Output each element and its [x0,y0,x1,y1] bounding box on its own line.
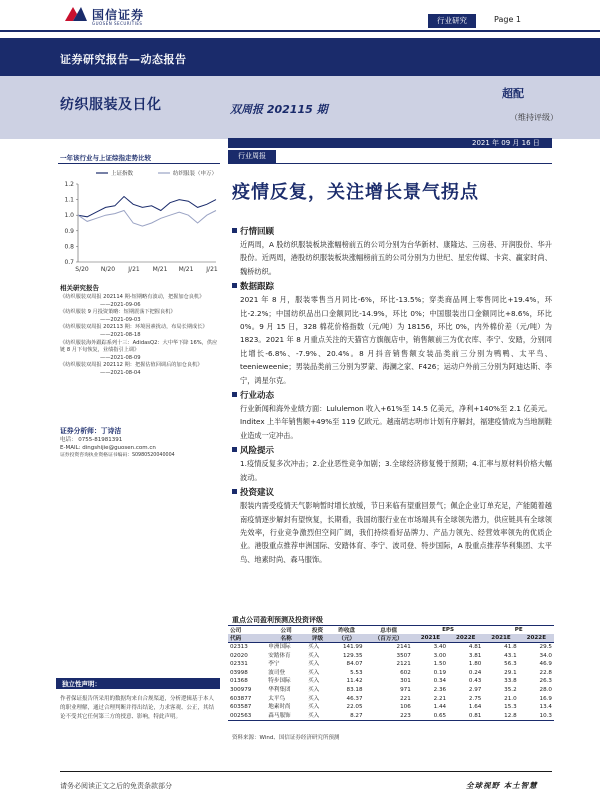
table-cell: 1.80 [468,661,482,668]
table-cell: 3507 [396,652,411,659]
x-tick-label: S/20 [75,266,89,273]
table-cell: 买入 [308,704,320,711]
category-tag: 行业研究 [428,14,476,28]
related-report-text: 《纺织服装双周报 202114 期-短期略有波动，把握加仓良机》 [60,294,205,300]
series-title: 证券研究报告—动态报告 [60,53,187,66]
disclaimer-text: 作者保证报告所采用的数据均来自合规渠道，分析逻辑基于本人的职业理解，通过合理判断并得出结论，力求客观、公正，其结论不受其它任何第三方的授意、影响，特此声明。 [60,696,215,720]
table-cell: 02020 [230,652,248,659]
table-cell: 13.4 [539,704,552,711]
related-report-text: 《纺织服装双周报 202113 期：环境因素扰动，布局长期成长》 [60,324,208,331]
table-cell: 4.81 [468,644,482,650]
logo-text: 国信证券 [92,8,145,22]
table-cell: 波司登 [268,669,286,676]
table-cell: 56.3 [504,661,517,668]
table-cell: 02313 [230,644,248,650]
rating-note: （维持评级） [510,113,558,122]
table-cell: 0.19 [433,669,447,676]
x-tick-label: J/21 [128,266,140,273]
table-cell: 买入 [308,669,320,676]
main-divider [228,163,552,164]
table-row [228,712,554,721]
table-row [228,677,554,686]
table-cell: 21.0 [504,695,517,702]
table-cell: 33.8 [504,678,517,685]
section-text: 近两周，A 股纺织服装板块涨幅榜前五的公司分别为台华新材、康隆达、三房巷、开润股份、华升股份。近两周，港股纺织服装板块涨幅榜前五的公司分别为力世纪、星宏传媒、卡宾、赢家时尚、魏桥纺织。 [240,240,552,276]
col-header: 2022E [519,634,554,643]
footer-divider [60,771,552,772]
footer-disclaimer-link: 请务必阅读正文之后的免责条款部分 [60,782,172,790]
col-header: 投资 [306,626,329,635]
table-cell: 买入 [308,661,320,668]
related-report[interactable] [60,294,220,309]
table-cell: 43.1 [504,652,517,659]
table-cell: 0.65 [413,712,448,721]
table-cell: 129.35 [342,652,363,659]
table-row [228,669,554,678]
table-cell: 34.0 [539,652,552,659]
y-tick-label: 1.2 [64,181,74,188]
bullet-icon [232,283,237,288]
related-report-date: ——2021-09-06 [100,301,141,308]
table-cell: 2.36 [433,686,447,693]
table-header-row [228,634,554,643]
table-cell: 1.64 [468,704,482,711]
table-cell: 002563 [228,712,266,721]
table-row [228,686,554,695]
table-cell: 603877 [230,695,252,702]
section-title: 投资建议 [232,486,552,498]
table-cell: 华利集团 [268,686,291,693]
table-cell: 2121 [396,661,411,668]
table-cell: 35.2 [504,686,517,693]
table-row [228,643,554,652]
table-cell: 地素时尚 [268,704,291,711]
table-header-row [228,626,554,635]
table-row [228,703,554,712]
table-cell: 5.53 [350,669,363,676]
related-report[interactable] [60,362,220,377]
table-cell: 1.50 [433,661,447,668]
guosen-logo-icon [65,7,87,21]
related-report-date: ——2021-08-04 [100,369,141,376]
series-line-1 [78,211,216,227]
section-title: 数据跟踪 [232,280,552,292]
legend-label-0: 上证指数 [111,171,134,177]
table-cell: 买入 [308,644,320,650]
table-cell: 12.8 [483,712,518,721]
series-line-0 [78,197,216,217]
bullet-icon [232,447,237,452]
table-cell: 11.42 [346,678,363,685]
table-cell: 603587 [230,704,252,711]
table-cell: 3.81 [468,652,482,659]
y-tick-label: 0.7 [64,259,74,266]
col-header: 2021E [413,634,448,643]
table-cell: 0.43 [468,678,482,685]
related-reports-title: 相关研究报告 [60,284,99,292]
table-cell: 李宁 [268,661,280,668]
table-cell: 2.97 [468,686,482,693]
x-tick-label: M/21 [178,266,194,273]
table-cell: 971 [400,686,411,693]
section-text: 2021 年 8 月，服装零售当月同比-6%，环比-13.5%；穿类商品网上零售同比+19.4%，环比-2.2%；中国纺织品出口金额同比-14.9%，环比 0%；中国服装出口金额同比+8.6%，环比 0%。9 月 15 日，328 棉花价格指数（元/吨）为 18156，环比 0%，内外棉价差（元/吨）为 1823。2021 年 8 月重点关注的天猫官方旗舰店中，销售额前三为优衣库、李宁、安踏，分别同比增长-6.8%、-7.9%、20.4%。8 月抖音销售额女装品类前三分别为鸭鸭、太平鸟、teenieweenie；男装品类前三分别为罗蒙、海澜之家、F426；运动户外前三分别为阿迪达斯、李宁，鸿星尔克。 [240,295,552,385]
table-cell: 02331 [230,661,248,668]
x-tick-label: M/21 [152,266,168,273]
table-cell: 41.8 [504,644,517,650]
table-cell: 83.18 [346,686,363,693]
related-report-text: 《纺织服装 9 月投资策略：短期震荡下把握良机》 [60,309,176,316]
related-reports-list [60,294,220,378]
related-report-text: 《纺织服装双周报 202112 期：把握估值回调后的加仓良机》 [60,362,203,369]
section-data-tracking [232,280,552,387]
col-header: （元） [329,634,365,643]
analyst-title: 证券分析师：丁诗洁 [60,427,122,435]
col-header: EPS [413,626,484,635]
sidebar-title-divider [58,163,220,164]
section-industry-news [232,389,552,442]
table-title: 重点公司盈利预测及投资评级 [232,616,323,624]
table-cell: 买入 [308,695,320,702]
table-cell: 森马服饰 [266,712,306,721]
table-cell: 46.37 [346,695,363,702]
table-cell: 15.3 [504,704,517,711]
col-header: PE [483,626,554,635]
analyst-phone: 电话： 0755-81981391 [60,437,123,443]
table-cell: 买入 [308,678,320,685]
table-cell: 10.3 [519,712,554,721]
bullet-icon [232,489,237,494]
table-cell: 01368 [230,678,248,685]
table-cell: 46.9 [539,661,552,668]
table-cell: 0.81 [448,712,483,721]
table-cell: 26.3 [539,678,552,685]
y-tick-label: 1.0 [64,212,74,220]
table-row [228,695,554,704]
analyst-cert: 证券投资咨询执业资格证书编码：S0980520040004 [60,453,175,458]
table-cell: 22.05 [346,704,363,711]
headline: 疫情反复，关注增长景气拐点 [232,182,479,203]
y-tick-label: 1.1 [64,196,74,204]
report-date: 2021 年 09 月 16 日 [472,139,540,147]
y-tick-label: 0.8 [64,243,74,251]
table-cell: 买入 [308,652,320,659]
related-report-date: ——2021-09-03 [100,316,141,323]
table-cell: 2141 [396,644,411,650]
section-market-review [232,225,552,278]
table-cell: 602 [400,669,411,676]
table-cell: 0.34 [433,678,447,685]
table-cell: 0.24 [468,669,482,676]
section-title: 风险提示 [232,444,552,456]
table-cell: 223 [365,712,413,721]
logo-subtext: GUOSEN SECURITIES [92,21,143,26]
related-report[interactable] [60,309,220,324]
analyst-contact [60,437,225,460]
section-text: 1.疫情反复多次冲击；2.企业恶性竞争加剧；3.全球经济修复慢于预期；4.汇率与原材料价格大幅波动。 [240,459,552,482]
section-risk [232,444,552,484]
table-cell: 买入 [306,712,329,721]
report-issue: 双周报 202115 期 [230,103,328,116]
section-text: 服装内需受疫情天气影响暂时增长放缓，节日来临有望重回景气；佩企企业订单充足，产能随着越南疫情逐步解封有望恢复，长期看，我国纺服行业在市场端具有全球领先潜力，供应链具有全球领先效率，行业竞争激烈但空间广阔，我们持续看好品牌力、产品力领先、经营效率领先的优质企业。港股重点推荐申洲国际、安踏体育、李宁、波司登、特步国际，A 股重点推荐华利集团、太平鸟、地素时尚、森马服饰。 [240,501,552,564]
table-cell: 特步国际 [268,678,291,685]
col-header: （百万元） [365,634,413,643]
disclaimer-title: 独立性声明： [62,680,101,688]
section-investment [232,486,552,566]
index-comparison-chart [56,166,224,278]
col-header: 公司 [228,626,266,635]
x-tick-label: N/20 [100,266,116,273]
main-sections [232,225,552,566]
table-cell: 3.00 [433,652,447,659]
table-cell: 2.75 [468,695,482,702]
rating: 超配 [502,87,524,100]
col-header: 代码 [228,634,266,643]
footer-slogan: 全球视野 本土智慧 [466,781,538,790]
weekly-tag: 行业周报 [228,150,276,163]
table-cell: 16.9 [539,695,552,702]
col-header: 评级 [306,634,329,643]
table-cell: 28.0 [539,686,552,693]
section-title: 行业动态 [232,389,552,401]
table-cell: 2.21 [433,695,447,702]
table-cell: 8.27 [329,712,365,721]
col-header: 2022E [448,634,483,643]
forecast-table [228,625,554,721]
related-report-date: ——2021-08-09 [100,354,141,361]
bullet-icon [232,392,237,397]
related-report[interactable] [60,324,220,339]
table-cell: 29.1 [504,669,517,676]
related-report[interactable] [60,340,220,363]
header-divider [0,30,600,32]
table-cell: 3.40 [433,644,447,650]
table-cell: 221 [400,695,411,702]
col-header: 总市值 [365,626,413,635]
related-report-text: 《纺织服装海外跟踪系列十三：AdidasQ2：大中华下降 16%，供应链 8 月下旬恢复，业绩指引上调》 [60,339,218,354]
analyst-email[interactable]: E-MAIL: dingshijie@guosen.com.cn [60,444,156,451]
sidebar-chart-title: 一年该行业与上证综指走势比较 [60,154,151,162]
table-cell: 安踏体育 [268,652,291,659]
page-number: Page 1 [494,15,521,24]
table-row [228,660,554,669]
legend-label-1: 纺织服装（申万） [173,171,218,177]
bullet-icon [232,228,237,233]
col-header: 名称 [266,634,306,643]
table-cell: 申洲国际 [268,644,291,650]
section-title: 行情回顾 [232,225,552,237]
y-tick-label: 0.9 [64,227,74,235]
table-cell: 106 [400,704,411,711]
table-cell: 03998 [230,669,248,676]
table-cell: 买入 [308,686,320,693]
table-cell: 301 [400,678,411,685]
table-cell: 84.07 [346,661,363,668]
table-cell: 太平鸟 [268,695,286,702]
table-cell: 1.44 [433,704,447,711]
section-text: 行业新闻和海外业绩方面：Lululemon 收入+61%至 14.5 亿美元，净利+140%至 2.1 亿美元。Inditex 上半年销售额+49%至 119 亿欧元。越南胡志明市计划有序解封，福建疫情成为当地制鞋业造成一定冲击。 [240,404,552,440]
table-cell: 300979 [230,686,252,693]
table-source-note: 资料来源：Wind、国信证券经济研究所预测 [232,735,340,741]
x-tick-label: J/21 [206,266,218,273]
col-header: 昨收盘 [329,626,365,635]
table-row [228,652,554,661]
col-header: 2021E [483,634,518,643]
table-cell: 141.99 [342,644,363,650]
sector-name: 纺织服装及日化 [60,97,162,113]
related-report-date: ——2021-08-18 [100,331,141,338]
table-cell: 22.8 [539,669,552,676]
table-cell: 29.5 [539,644,552,650]
col-header: 公司 [266,626,306,635]
table-body [228,643,554,721]
